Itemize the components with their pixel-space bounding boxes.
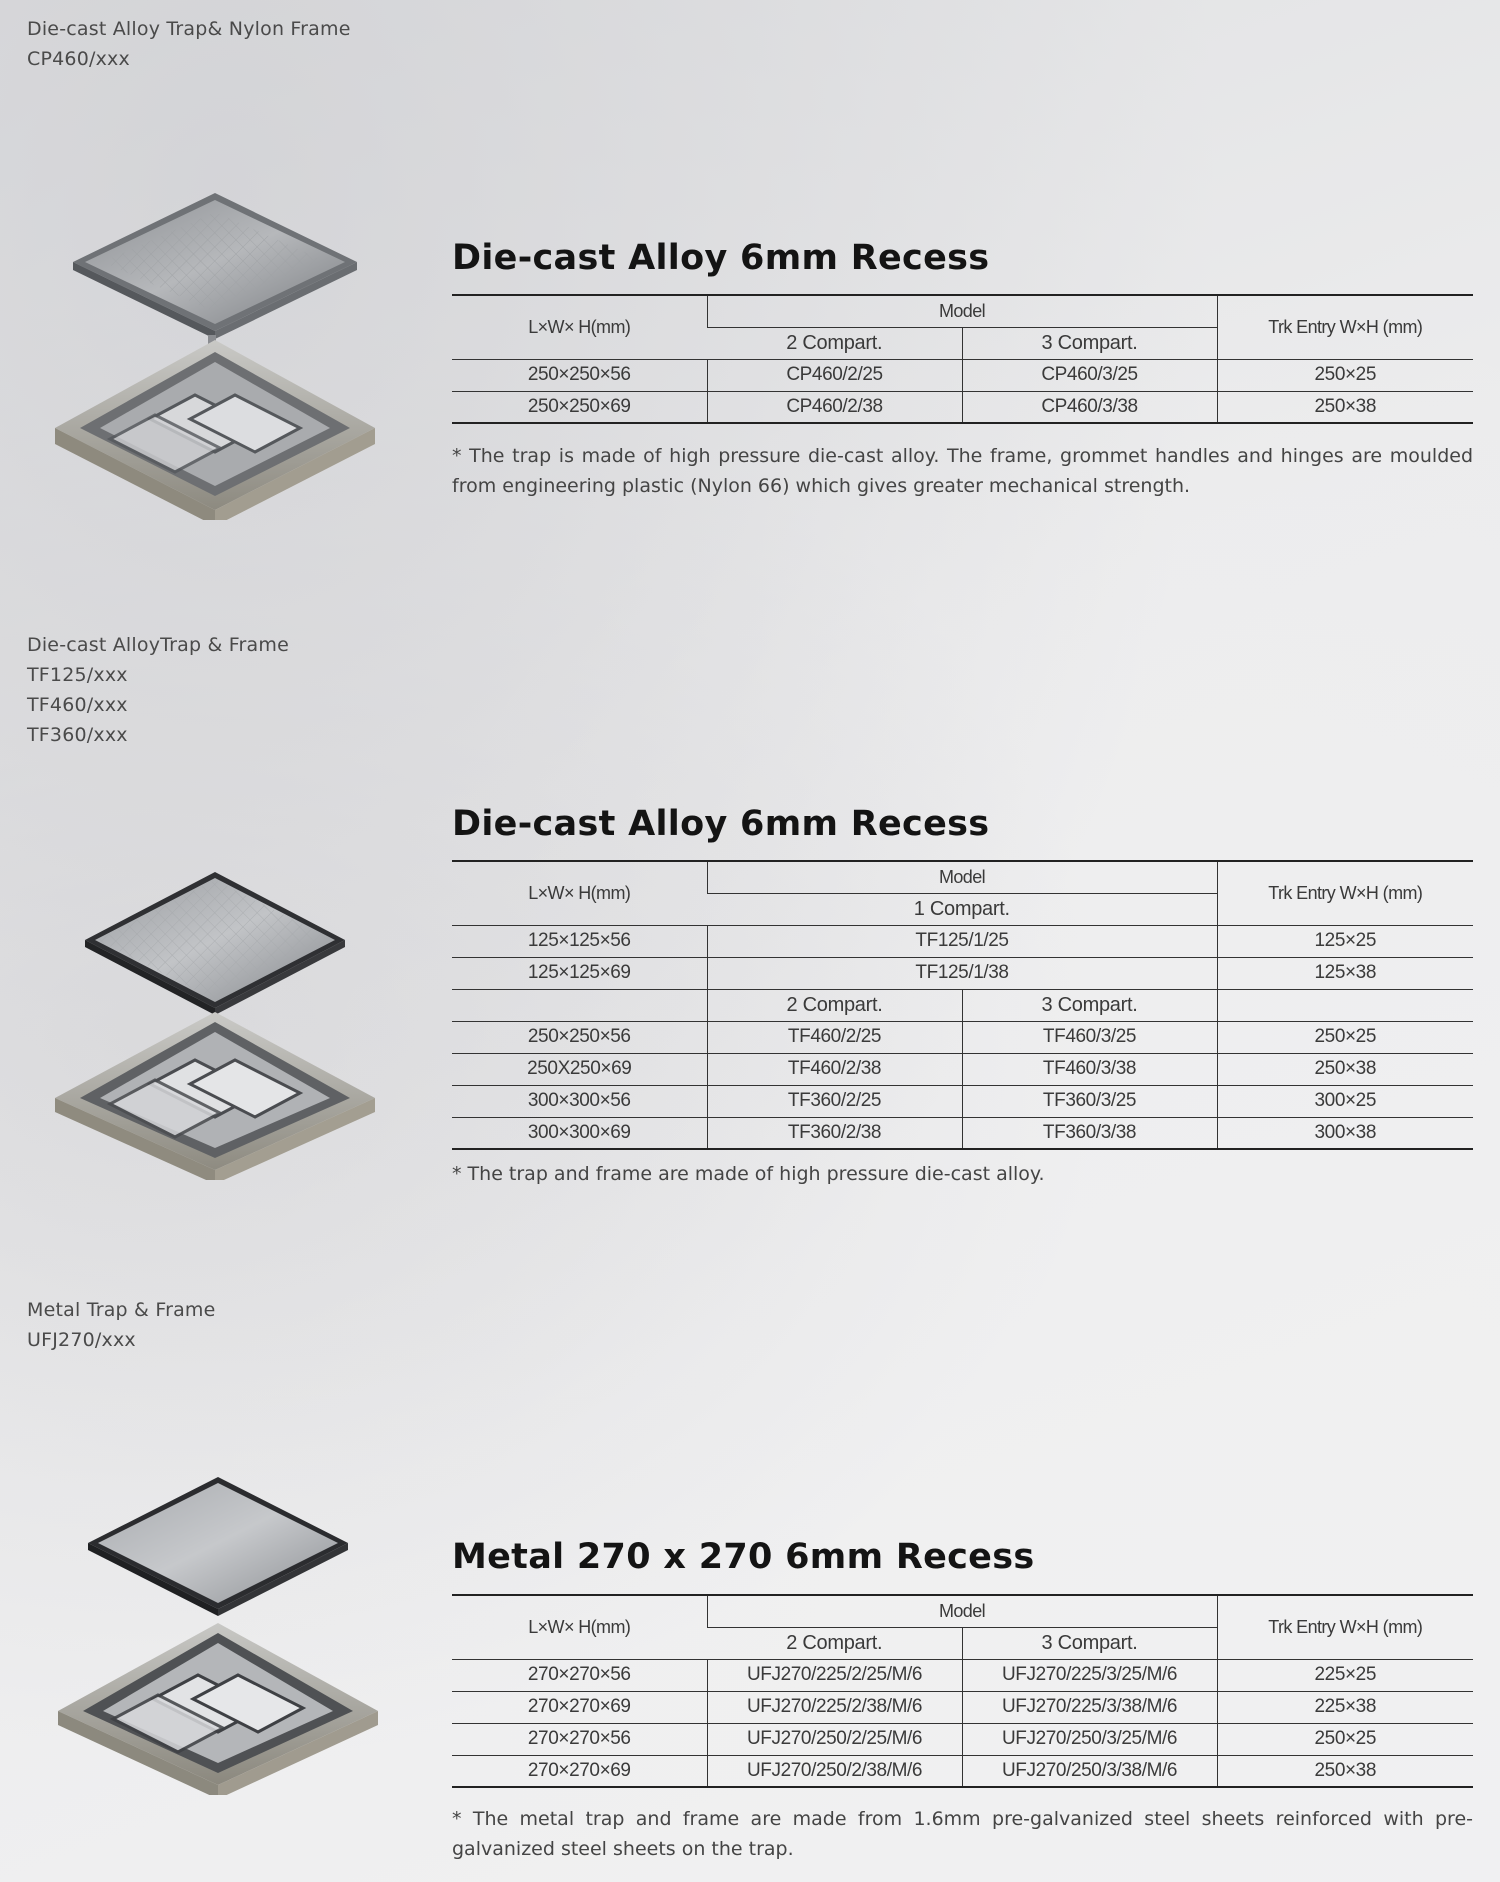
cell-3-compart: UFJ270/250/3/25/M/6 (962, 1723, 1217, 1755)
cell-dims: 250X250×69 (452, 1053, 707, 1085)
cell-entry: 300×38 (1217, 1117, 1473, 1149)
cell-entry: 125×38 (1217, 957, 1473, 989)
header-model: Model (707, 1595, 1217, 1627)
cell-2-compart: TF360/2/38 (707, 1117, 962, 1149)
footnote: * The metal trap and frame are made from 1.6mm pre-galvanized steel sheets reinforced with pre-galvanized steel sheets on the trap. (452, 1808, 1473, 1860)
floor-trap-tf-illustration (45, 870, 385, 1180)
footnote: * The trap and frame are made of high pressure die-cast alloy. (452, 1163, 1045, 1185)
table-row (452, 1053, 1473, 1085)
cell-entry: 125×25 (1217, 925, 1473, 957)
table-header-row (452, 1595, 1473, 1627)
product-code: TF460/xxx (27, 694, 128, 716)
table-row (452, 1691, 1473, 1723)
cell-2-compart: TF460/2/38 (707, 1053, 962, 1085)
cell-2-compart: UFJ270/250/2/38/M/6 (707, 1755, 962, 1787)
cell-dims: 250×250×56 (452, 1021, 707, 1053)
cell-entry: 250×25 (1217, 1021, 1473, 1053)
product-code: CP460/xxx (27, 48, 130, 70)
cell-entry: 250×25 (1217, 1723, 1473, 1755)
header-2-compart: 2 Compart. (707, 989, 962, 1021)
cell-empty (1217, 989, 1473, 1021)
floor-trap-cp460-illustration (45, 190, 385, 520)
cell-3-compart: UFJ270/250/3/38/M/6 (962, 1755, 1217, 1787)
product-label-ufj270 (27, 1295, 216, 1355)
cell-2-compart: CP460/2/25 (707, 359, 962, 391)
spec-table-ufj270 (452, 1594, 1473, 1788)
product-label-tf (27, 630, 289, 750)
cell-entry: 225×38 (1217, 1691, 1473, 1723)
header-model: Model (707, 861, 1217, 893)
cell-3-compart: CP460/3/25 (962, 359, 1217, 391)
cell-3-compart: TF360/3/38 (962, 1117, 1217, 1149)
section-title: Die-cast Alloy 6mm Recess (452, 238, 990, 278)
header-dims: L×W× H(mm) (452, 1595, 707, 1659)
cell-3-compart: CP460/3/38 (962, 391, 1217, 423)
cell-dims: 270×270×56 (452, 1723, 707, 1755)
table-row (452, 1755, 1473, 1787)
cell-dims: 270×270×56 (452, 1659, 707, 1691)
product-code: UFJ270/xxx (27, 1329, 136, 1351)
product-name: Die-cast Alloy Trap& Nylon Frame (27, 18, 351, 40)
cell-3-compart: UFJ270/225/3/38/M/6 (962, 1691, 1217, 1723)
cell-dims: 270×270×69 (452, 1755, 707, 1787)
cell-1-compart: TF125/1/25 (707, 925, 1217, 957)
table-row (452, 1085, 1473, 1117)
header-3-compart: 3 Compart. (962, 989, 1217, 1021)
cell-empty (452, 989, 707, 1021)
cell-3-compart: TF460/3/38 (962, 1053, 1217, 1085)
cell-entry: 250×38 (1217, 1053, 1473, 1085)
table-row (452, 1117, 1473, 1149)
cell-1-compart: TF125/1/38 (707, 957, 1217, 989)
floor-trap-ufj270-illustration (48, 1475, 388, 1795)
cell-dims: 250×250×69 (452, 391, 707, 423)
table-row (452, 957, 1473, 989)
header-entry: Trk Entry W×H (mm) (1217, 1595, 1473, 1659)
product-label-cp460 (27, 14, 351, 74)
cell-entry: 300×25 (1217, 1085, 1473, 1117)
table-row (452, 391, 1473, 423)
header-model: Model (707, 295, 1217, 327)
table-row (452, 925, 1473, 957)
cell-dims: 270×270×69 (452, 1691, 707, 1723)
header-1-compart: 1 Compart. (707, 893, 1217, 925)
cell-dims: 125×125×56 (452, 925, 707, 957)
cell-2-compart: UFJ270/225/2/25/M/6 (707, 1659, 962, 1691)
table-header-row (452, 861, 1473, 893)
spec-table-tf (452, 860, 1473, 1150)
table-row (452, 1659, 1473, 1691)
cell-2-compart: TF360/2/25 (707, 1085, 962, 1117)
header-entry: Trk Entry W×H (mm) (1217, 295, 1473, 359)
cell-3-compart: TF460/3/25 (962, 1021, 1217, 1053)
cell-entry: 225×25 (1217, 1659, 1473, 1691)
cell-entry: 250×25 (1217, 359, 1473, 391)
product-code: TF360/xxx (27, 724, 128, 746)
cell-3-compart: TF360/3/25 (962, 1085, 1217, 1117)
cell-2-compart: UFJ270/225/2/38/M/6 (707, 1691, 962, 1723)
header-2-compart: 2 Compart. (707, 327, 962, 359)
header-entry: Trk Entry W×H (mm) (1217, 861, 1473, 925)
cell-2-compart: UFJ270/250/2/25/M/6 (707, 1723, 962, 1755)
header-3-compart: 3 Compart. (962, 1627, 1217, 1659)
cell-3-compart: UFJ270/225/3/25/M/6 (962, 1659, 1217, 1691)
table-row (452, 1723, 1473, 1755)
header-2-compart: 2 Compart. (707, 1627, 962, 1659)
cell-dims: 300×300×56 (452, 1085, 707, 1117)
header-dims: L×W× H(mm) (452, 295, 707, 359)
table-row (452, 1021, 1473, 1053)
header-dims: L×W× H(mm) (452, 861, 707, 925)
table-subheader-row (452, 989, 1473, 1021)
table-header-row (452, 295, 1473, 327)
header-3-compart: 3 Compart. (962, 327, 1217, 359)
cell-entry: 250×38 (1217, 1755, 1473, 1787)
cell-dims: 250×250×56 (452, 359, 707, 391)
spec-table-cp460 (452, 294, 1473, 424)
footnote: * The trap is made of high pressure die-cast alloy. The frame, grommet handles and hinges are moulded from engineering plastic (Nylon 66) which gives greater mechanical strength. (452, 445, 1473, 497)
product-code: TF125/xxx (27, 664, 128, 686)
section-title: Die-cast Alloy 6mm Recess (452, 804, 990, 844)
cell-2-compart: CP460/2/38 (707, 391, 962, 423)
cell-entry: 250×38 (1217, 391, 1473, 423)
table-row (452, 359, 1473, 391)
cell-dims: 300×300×69 (452, 1117, 707, 1149)
cell-dims: 125×125×69 (452, 957, 707, 989)
section-title: Metal 270 x 270 6mm Recess (452, 1537, 1035, 1577)
product-name: Die-cast AlloyTrap & Frame (27, 634, 289, 656)
cell-2-compart: TF460/2/25 (707, 1021, 962, 1053)
product-name: Metal Trap & Frame (27, 1299, 216, 1321)
